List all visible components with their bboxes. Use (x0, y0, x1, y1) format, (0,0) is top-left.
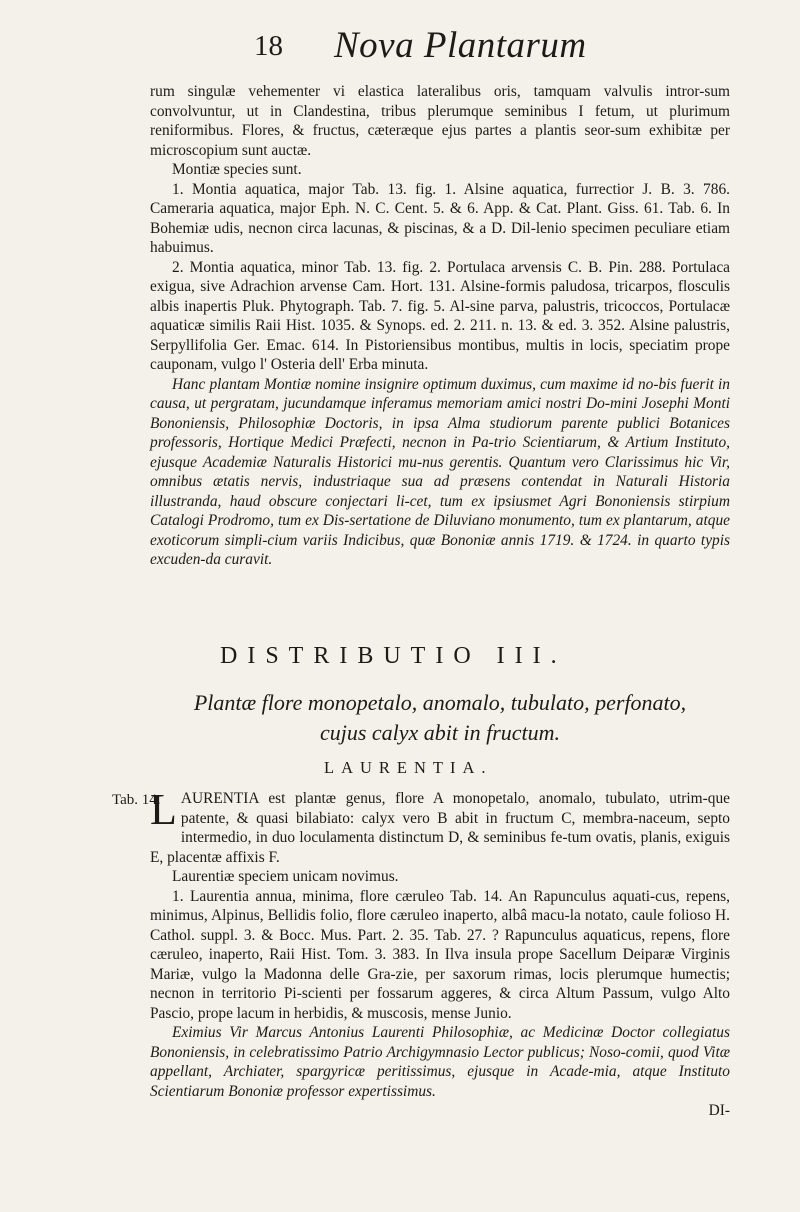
section-subtitle-line2: cujus calyx abit in fructum. (319, 720, 561, 745)
running-title: Nova Plantarum (334, 25, 587, 66)
genus-description (150, 785, 730, 867)
page-header (0, 24, 800, 74)
section-subtitle-line1: Plantæ flore monopetalo, anomalo, tubulato, perfonato, (193, 690, 687, 715)
section-subtitle (150, 688, 730, 748)
drop-cap: L (150, 785, 177, 834)
text-block-top (150, 82, 730, 570)
paragraph-continuation: rum singulæ vehementer vi elastica lateralibus oris, tamquam valvulis intror-sum convolvuntur, ut in Clandestina, tribus plerumque seminibus I fetum, ut plurimum reniformibus. Flores, & fructus, cæteræque ejus partes a plantis seor-sum exhibitæ per microscopium sunt auctæ. (150, 83, 730, 159)
page-number: 18 (254, 30, 283, 62)
margin-reference: Tab. 14. (112, 792, 161, 808)
genus-description-text: AURENTIA est plantæ genus, flore A monopetalo, anomalo, tubulato, utrim-que patente, & quasi bilabiato: calyx vero B abit in fructum C, membra-naceum, septo intermedio, in duo loculamenta distinctum D, & seminibus fe-tum ovatis, planis, exiguis E, placentæ affixis F. (150, 790, 730, 866)
laurenti-dedication: Eximius Vir Marcus Antonius Laurenti Philosophiæ, ac Medicinæ Doctor collegiatus Bononiensis, in celebratissimo Patrio Archigymnasio Lector publicus; Noso-comii, quod Vitæ appellant, Archiater, spargyricæ peritissimus, ejusque in Acade-mia, atque Instituto Scientiarum Bononiæ professor expertissimus. (150, 1024, 730, 1100)
species-entry-1: 1. Montia aquatica, major Tab. 13. fig. 1. Alsine aquatica, furrectior J. B. 3. 786. Cameraria aquatica, major Eph. N. C. Cent. 5. & 6. App. & Cat. Plant. Giss. 61. Tab. 6. In Bohemiæ udis, necnon circa lacunas, & piscinas, & a D. Dil-lenio specimen peculiare etiam habuimus. (150, 180, 730, 256)
section-title: DISTRIBUTIO III. (220, 643, 567, 669)
species-heading: Montiæ species sunt. (172, 161, 302, 178)
species-intro: Laurentiæ speciem unicam novimus. (172, 868, 399, 885)
text-block-bottom (150, 785, 730, 1121)
laurentia-species-1: 1. Laurentia annua, minima, flore cæruleo Tab. 14. An Rapunculus aquati-cus, repens, minimus, Alpinus, Bellidis folio, flore cæruleo inaperto, albâ macu-la notato, caule folioso H. Cathol. suppl. 3. & Bocc. Mus. Part. 2. 35. Tab. 27. ? Rapunculus aquaticus, repens, flore cæruleo, inaperto, Raii Hist. Tom. 3. 383. In Ilva insula prope Sacellum Deiparæ Virginis Mariæ, vulgo la Madonna delle Gra-zie, per saxorum rimas, locis plerumque humectis; necnon in territorio Pi-scienti per fossarum aggeres, & circa Altum Passum, vulgo Alto Pascio, prope lacum in herbidis, & muscosis, mense Junio. (150, 887, 730, 1022)
dedication-paragraph: Hanc plantam Montiæ nomine insignire optimum duximus, cum maxime id no-bis fuerit in causa, ut pergratam, jucundamque inferamus memoriam amici nostri Do-mini Josephi Monti Bononiensis, Philosophiæ Doctoris, in ipsa Alma studiorum parente publici Botanices professoris, Hortique Medici Præfecti, necnon in Pa-trio Scientiarum, & Artium Instituto, ejusque Academiæ Naturalis Historici mu-nus gerentis. Quantum vero Clarissimus hic Vir, omnibus ætatis nervis, industriaque sua ad præsens contendat in Naturali Historia illustranda, haud obscure conjectari li-cet, tum ex ipsiusmet Agri Bononiensis stirpium Catalogi Prodromo, tum ex Dis-sertatione de Diluviano monumento, tum ex plantarum, atque exoticorum simpli-cium variis Indicibus, quæ Bononiæ annis 1719. & 1724. in quarto typis excuden-da curavit. (150, 375, 730, 568)
species-entry-2: 2. Montia aquatica, minor Tab. 13. fig. 2. Portulaca arvensis C. B. Pin. 288. Portulaca exigua, sive Adrachion arvense Cam. Hort. 131. Alsine-formis paludosa, tricarpos, flosculis albis inapertis Pluk. Phytograph. Tab. 7. fig. 5. Al-sine parva, palustris, tricoccos, Portulacæ aquaticæ similis Raii Hist. 1035. & Synops. ed. 2. 211. n. 13. & ed. 3. 352. Alsine palustris, Serpyllifolia Ger. Emac. 614. In Pistoriensibus montibus, multis in locis, speciatim prope cauponam, vulgo l' Osteria dell' Erba minuta. (150, 258, 730, 373)
catchword: DI- (708, 1102, 730, 1119)
genus-heading: LAURENTIA. (324, 758, 493, 777)
